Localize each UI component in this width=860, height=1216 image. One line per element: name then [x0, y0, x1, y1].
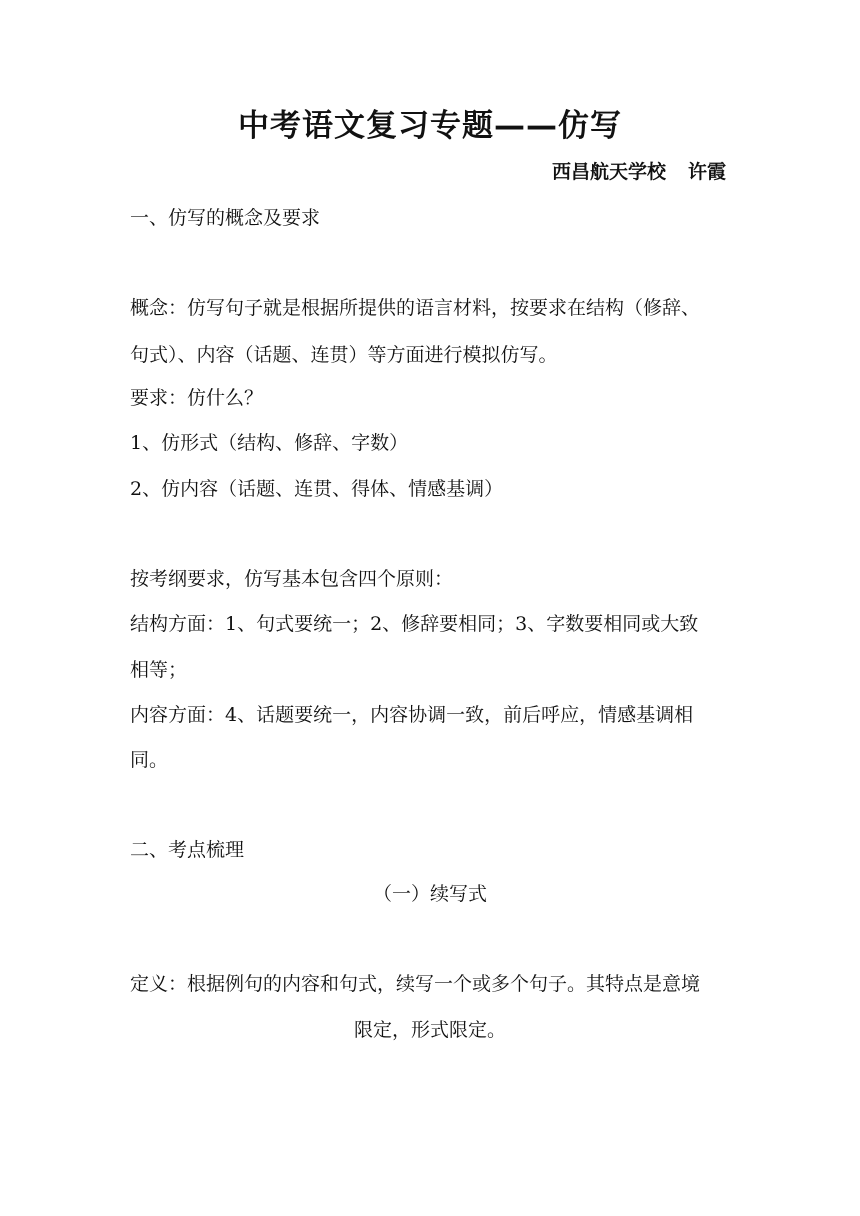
requirement-item-content: 2、仿内容（话题、连贯、得体、情感基调） [130, 478, 504, 500]
concept-paragraph-line: 概念：仿写句子就是根据所提供的语言材料，按要求在结构（修辞、 [130, 297, 701, 319]
requirement-intro: 要求：仿什么？ [130, 387, 264, 409]
definition-line: 定义：根据例句的内容和句式，续写一个或多个句子。其特点是意境 [130, 973, 701, 995]
principles-content-line: 同。 [130, 749, 169, 771]
concept-paragraph-line: 句式）、内容（话题、连贯）等方面进行模拟仿写。 [130, 344, 558, 366]
principles-intro: 按考纲要求，仿写基本包含四个原则： [130, 568, 454, 590]
subsection-heading-continuation: （一）续写式 [372, 883, 487, 905]
definition-line: 限定，形式限定。 [353, 1019, 506, 1041]
document-title: 中考语文复习专题——仿写 [238, 108, 622, 144]
principles-structure-line: 结构方面：1、句式要统一；2、修辞要相同；3、字数要相同或大致 [130, 613, 699, 635]
author-school: 西昌航天学校 [551, 161, 666, 183]
principles-content-line: 内容方面：4、话题要统一，内容协调一致，前后呼应，情感基调相 [130, 704, 694, 726]
author-name: 许霞 [687, 161, 726, 183]
author-line [552, 160, 726, 184]
section-heading-key-points: 二、考点梳理 [130, 839, 245, 861]
principles-structure-line: 相等； [130, 659, 188, 681]
section-heading-concepts: 一、仿写的概念及要求 [130, 207, 321, 229]
requirement-item-form: 1、仿形式（结构、修辞、字数） [130, 432, 409, 454]
